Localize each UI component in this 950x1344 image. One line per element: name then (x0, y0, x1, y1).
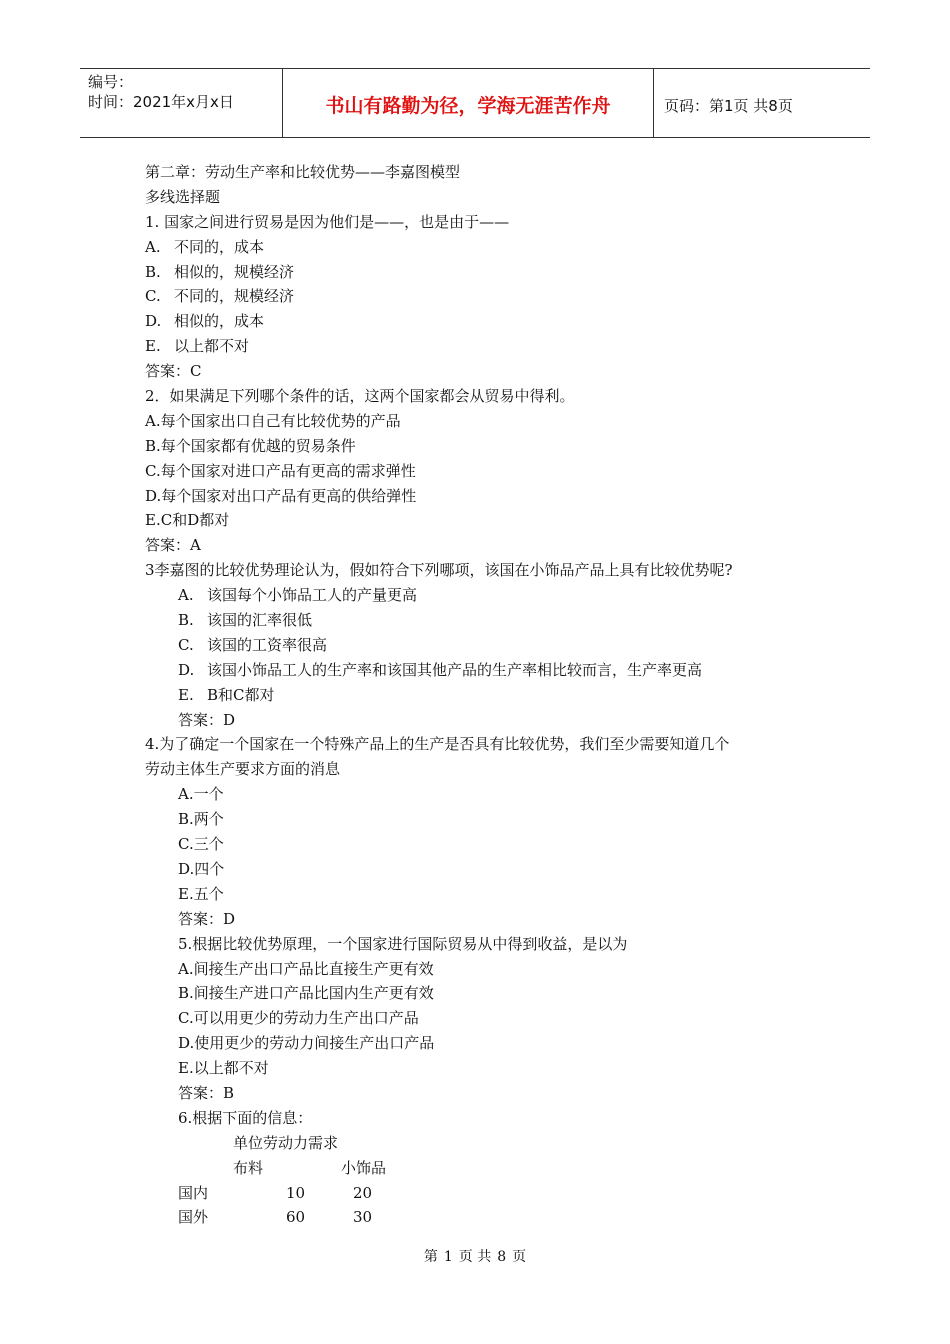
question-5-option: E.以上都不对 (178, 1059, 269, 1078)
question-1-option: A. 不同的，成本 (145, 237, 265, 256)
page-footer (0, 1246, 950, 1266)
question-3-option: C. 该国的工资率很高 (178, 635, 328, 654)
question-1-option: B. 相似的，规模经济 (145, 262, 295, 281)
section-title: 多线选择题 (145, 187, 221, 206)
question-5-answer: 答案：B (178, 1083, 235, 1102)
question-2-option: D.每个国家对出口产品有更高的供给弹性 (145, 486, 417, 505)
question-1-stem: 1. 国家之间进行贸易是因为他们是——，也是由于—— (145, 212, 510, 231)
motto: 书山有路勤为径，学海无涯苦作舟 (325, 95, 611, 117)
col-header-cloth: 布料 (233, 1158, 264, 1177)
question-2-option: E.C和D都对 (145, 511, 230, 530)
footer-page-number: 1 (443, 1249, 453, 1265)
question-1-answer: 答案：C (145, 362, 202, 381)
col-header-widget: 小饰品 (341, 1158, 387, 1177)
question-2-option: C.每个国家对进口产品有更高的需求弹性 (145, 461, 416, 480)
question-4-answer: 答案：D (178, 909, 236, 928)
question-2-answer: 答案：A (145, 536, 201, 555)
question-3-option: B. 该国的汇率很低 (178, 611, 313, 630)
question-1-option: D. 相似的，成本 (145, 312, 265, 331)
question-2-stem: 2．如果满足下列哪个条件的话，这两个国家都会从贸易中得利。 (145, 387, 575, 406)
question-5-stem: 5.根据比较优势原理，一个国家进行国际贸易从中得到收益，是以为 (178, 934, 628, 953)
question-4-option: B.两个 (178, 810, 224, 829)
question-3-option: E. B和C都对 (178, 685, 275, 704)
question-1-option: C. 不同的，规模经济 (145, 287, 295, 306)
table-cell: 60 (286, 1208, 306, 1227)
question-2-option: A.每个国家出口自己有比较优势的产品 (145, 411, 401, 430)
question-1-option: E. 以上都不对 (145, 337, 250, 356)
question-3-stem: 3李嘉图的比较优势理论认为，假如符合下列哪项，该国在小饰品产品上具有比较优势呢? (145, 561, 733, 580)
table-title: 单位劳动力需求 (233, 1133, 339, 1152)
footer-last: 页 (512, 1249, 527, 1265)
number-label: 编号： (88, 73, 134, 91)
question-5-option: D.使用更少的劳动力间接生产出口产品 (178, 1034, 435, 1053)
document-body (145, 160, 835, 1230)
table-cell: 10 (286, 1183, 306, 1202)
time-label: 时间：2021年x月x日 (88, 93, 234, 111)
footer-first: 第 (423, 1249, 438, 1265)
question-2-option: B.每个国家都有优越的贸易条件 (145, 436, 356, 455)
question-4-option: A.一个 (178, 785, 224, 804)
chapter-title: 第二章：劳动生产率和比较优势——李嘉图模型 (145, 163, 461, 181)
question-4-option: C.三个 (178, 835, 224, 854)
header-motto-cell (282, 69, 654, 137)
question-5-option: C.可以用更少的劳动力生产出口产品 (178, 1009, 419, 1028)
table-header-row (145, 1156, 835, 1181)
table-cell: 20 (353, 1183, 373, 1202)
footer-mid: 页 共 (458, 1249, 492, 1265)
document-header (80, 68, 870, 138)
question-6-stem: 6.根据下面的信息： (178, 1108, 313, 1127)
question-4-stem-continued: 劳动主体生产要求方面的消息 (145, 760, 341, 779)
question-4-option: E.五个 (178, 884, 224, 903)
question-3-answer: 答案：D (178, 710, 236, 729)
table-row (145, 1181, 835, 1206)
question-4-stem: 4.为了确定一个国家在一个特殊产品上的生产是否具有比较优势，我们至少需要知道几个 (145, 735, 730, 754)
table-cell: 30 (353, 1208, 373, 1227)
header-meta (80, 69, 282, 137)
question-3-option: A. 该国每个小饰品工人的产量更高 (178, 586, 418, 605)
question-5-option: B.间接生产进口产品比国内生产更有效 (178, 984, 434, 1003)
table-row (145, 1205, 835, 1230)
footer-total-pages: 8 (497, 1249, 507, 1265)
row-label: 国内 (178, 1183, 209, 1202)
question-3-option: D. 该国小饰品工人的生产率和该国其他产品的生产率相比较而言，生产率更高 (178, 660, 703, 679)
question-5-option: A.间接生产出口产品比直接生产更有效 (178, 959, 434, 978)
header-page-cell (652, 69, 870, 137)
row-label: 国外 (178, 1208, 209, 1227)
page-info: 页码：第1页 共8页 (664, 97, 793, 115)
question-4-option: D.四个 (178, 859, 225, 878)
